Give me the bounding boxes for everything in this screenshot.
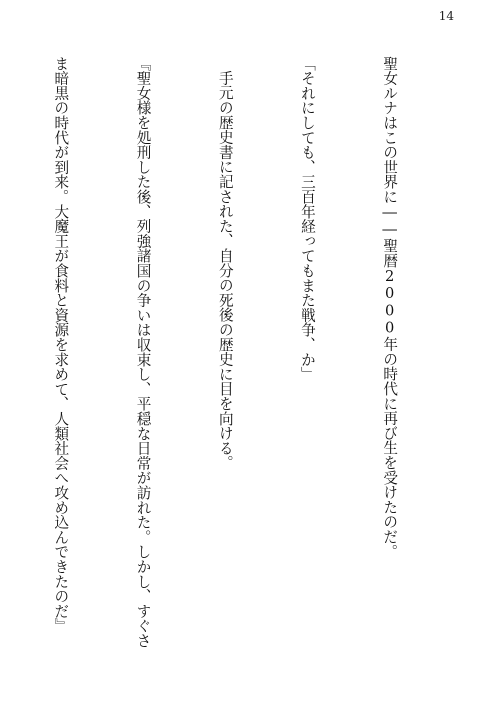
text-line-1: 聖女ルナはこの世界に――聖暦2000年の時代に再び生を受けたのだ。 (381, 56, 399, 559)
indent-space (217, 56, 232, 71)
text-line-3-content: 手元の歴史書に記された、自分の死後の歴史に目を向ける。 (216, 70, 234, 471)
vertical-text-block (0, 56, 458, 666)
text-line-2: 「それにしても、三百年経ってもまた戦争、か」 (298, 56, 316, 382)
text-line-3 (211, 56, 238, 666)
text-line-5: ま暗黒の時代が到来。大魔王が食料と資源を求めて、人類社会へ攻め込んできたのだ』 (52, 56, 70, 634)
page-number: 14 (438, 9, 454, 23)
text-line-4: 『聖女様を処刑した後、列強諸国の争いは収束し、平穏な日常が訪れた。しかし、すぐさ (134, 56, 152, 648)
